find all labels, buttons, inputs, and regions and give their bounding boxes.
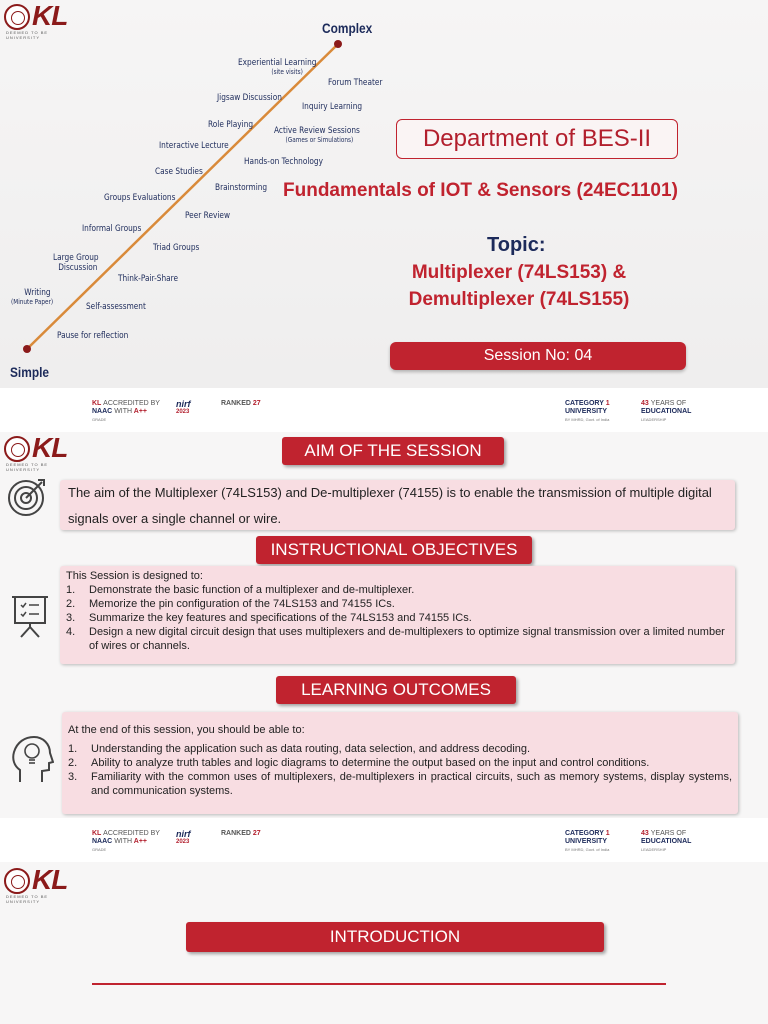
session-number: Session No: 04 <box>390 342 686 370</box>
list-item: 1. Understanding the application such as data routing, data selection, and address decoding. <box>68 743 531 755</box>
accreditation-footer <box>0 388 768 430</box>
method-label: Experiential Learning (site visits) <box>238 58 317 76</box>
topic-line-2: Demultiplexer (74LS155) <box>408 289 630 310</box>
years-badge: 43 YEARS OF EDUCATIONAL LEADERSHIP <box>641 400 692 422</box>
logo-text: KL <box>32 432 68 463</box>
simple-label: Simple <box>10 364 50 380</box>
aim-box <box>60 480 735 530</box>
course-title: Fundamentals of IOT & Sensors (24EC1101) <box>283 180 678 201</box>
aim-heading: AIM OF THE SESSION <box>282 437 504 465</box>
naac-badge: KL ACCREDITED BY NAAC WITH A++ GRADE <box>92 400 160 422</box>
method-label: Pause for reflection <box>57 331 129 341</box>
list-item: 4. Design a new digital circuit design that uses multiplexers and de-multiplexers to optimize signal transmission over a limited number of wires or channels. <box>66 626 725 652</box>
method-label: Self-assessment <box>86 302 146 312</box>
list-item: 2. Memorize the pin configuration of the 74LS153 and 74155 ICs. <box>66 598 395 610</box>
list-item: 3. Familiarity with the common uses of multiplexers, de-multiplexers in practical circuits, such as memory systems, display systems, and communication systems. <box>68 771 732 797</box>
category-badge: CATEGORY 1 UNIVERSITY BY MHRD, Govt. of India <box>565 830 610 852</box>
method-label: Groups Evaluations <box>104 193 176 203</box>
kl-university-logo <box>4 432 84 472</box>
session-aims-slide <box>0 432 768 860</box>
method-label: Informal Groups <box>82 224 142 234</box>
list-item: 1. Demonstrate the basic function of a multiplexer and de-multiplexer. <box>66 584 415 596</box>
method-label: Think-Pair-Share <box>118 274 179 284</box>
objectives-box <box>60 566 735 664</box>
method-label: Hands-on Technology <box>244 157 323 167</box>
divider-line <box>92 983 666 985</box>
department-title: Department of BES-II <box>396 119 678 159</box>
kl-university-logo <box>4 864 84 904</box>
method-label: Inquiry Learning <box>302 102 363 112</box>
method-label: Peer Review <box>185 211 230 221</box>
rank-badge: RANKED 27 <box>221 830 261 837</box>
outcomes-list <box>68 742 732 798</box>
naac-badge: KL ACCREDITED BY NAAC WITH A++ GRADE <box>92 830 160 852</box>
university-seal-icon <box>4 436 30 462</box>
nirf-badge: nirf 2023 <box>176 829 191 845</box>
outcomes-heading: LEARNING OUTCOMES <box>276 676 516 704</box>
years-badge: 43 YEARS OF EDUCATIONAL LEADERSHIP <box>641 830 692 852</box>
method-label: Interactive Lecture <box>159 141 229 151</box>
presentation-board-icon <box>12 594 48 643</box>
category-badge: CATEGORY 1 UNIVERSITY BY MHRD, Govt. of India <box>565 400 610 422</box>
list-item: 3. Summarize the key features and specifications of the 74LS153 and 74155 ICs. <box>66 612 472 624</box>
method-label: Jigsaw Discussion <box>217 93 282 103</box>
method-label: Forum Theater <box>328 78 383 88</box>
logo-subtext: DEEMED TO BE UNIVERSITY <box>6 462 49 472</box>
topic-label: Topic: <box>487 234 546 256</box>
list-item: 2. Ability to analyze truth tables and logic diagrams to determine the output based on the input and control conditions. <box>68 757 650 769</box>
method-label: Active Review Sessions (Games or Simulations) <box>274 126 360 144</box>
logo-subtext: DEEMED TO BE UNIVERSITY <box>6 30 49 40</box>
aim-text: The aim of the Multiplexer (74LS153) and De-multiplexer (74155) is to enable the transmission of multiple digital signals over a single channel or wire. <box>68 485 712 526</box>
topic-line-1: Multiplexer (74LS153) & <box>411 262 627 283</box>
method-label: Brainstorming <box>215 183 268 193</box>
logo-subtext: DEEMED TO BE UNIVERSITY <box>6 894 49 904</box>
method-label: Role Playing <box>208 120 254 130</box>
complex-label: Complex <box>322 20 373 36</box>
introduction-heading: INTRODUCTION <box>186 922 604 952</box>
outcomes-box <box>62 712 738 814</box>
logo-text: KL <box>32 0 68 31</box>
university-seal-icon <box>4 868 30 894</box>
method-label: Writing (Minute Paper) <box>11 288 54 306</box>
method-label: Case Studies <box>155 167 203 177</box>
accreditation-footer <box>0 818 768 860</box>
outcomes-intro: At the end of this session, you should be able to: <box>68 724 305 736</box>
rank-badge: RANKED 27 <box>221 400 261 407</box>
method-label: Triad Groups <box>153 243 200 253</box>
objectives-list <box>66 583 729 653</box>
title-slide <box>0 0 768 430</box>
objectives-heading: INSTRUCTIONAL OBJECTIVES <box>256 536 532 564</box>
introduction-slide <box>0 862 768 1024</box>
nirf-badge: nirf 2023 <box>176 399 191 415</box>
logo-text: KL <box>32 864 68 895</box>
target-icon <box>6 476 48 523</box>
head-lightbulb-icon <box>10 734 54 789</box>
method-label: Large Group Discussion <box>53 253 99 273</box>
objectives-intro: This Session is designed to: <box>66 570 203 582</box>
